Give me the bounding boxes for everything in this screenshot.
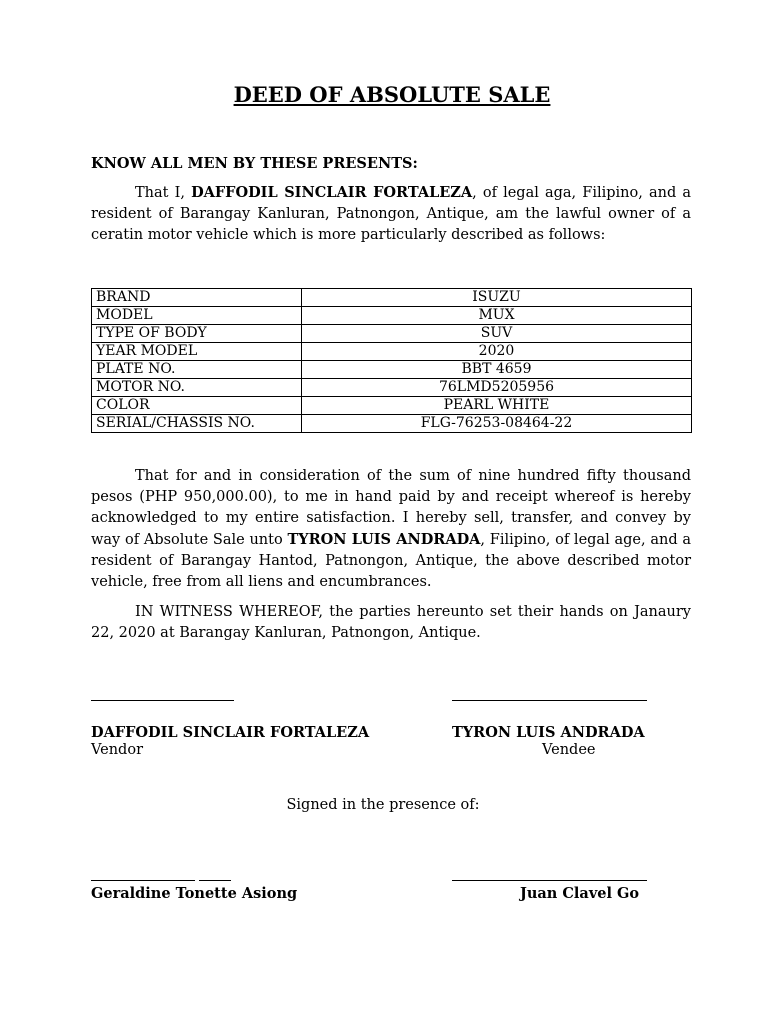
vendor-name: DAFFODIL SINCLAIR FORTALEZA bbox=[91, 724, 370, 741]
document-title: DEED OF ABSOLUTE SALE bbox=[233, 82, 551, 107]
vendor-signature-line bbox=[91, 700, 234, 701]
vehicle-field-value: BBT 4659 bbox=[302, 361, 692, 379]
opening-heading: KNOW ALL MEN BY THESE PRESENTS: bbox=[91, 155, 418, 172]
vehicle-row bbox=[92, 343, 692, 361]
vehicle-field-label: MODEL bbox=[92, 307, 302, 325]
vehicle-field-label: COLOR bbox=[92, 397, 302, 415]
vehicle-row bbox=[92, 325, 692, 343]
vehicle-row bbox=[92, 415, 692, 433]
deed-page bbox=[91, 0, 693, 1024]
vehicle-field-value: PEARL WHITE bbox=[302, 397, 692, 415]
vendee-name: TYRON LUIS ANDRADA bbox=[452, 724, 645, 741]
witness1-name: Geraldine Tonette Asiong bbox=[91, 885, 298, 902]
vehicle-field-value: ISUZU bbox=[302, 289, 692, 307]
vehicle-row bbox=[92, 289, 692, 307]
vehicle-details-table bbox=[91, 288, 692, 433]
vendee-role: Vendee bbox=[542, 742, 596, 758]
vendor-role: Vendor bbox=[91, 742, 144, 758]
vendor-name-inline: DAFFODIL SINCLAIR FORTALEZA bbox=[191, 184, 473, 201]
witness1-signature-line-extension bbox=[199, 880, 231, 881]
vehicle-row bbox=[92, 379, 692, 397]
vendee-signature-line bbox=[452, 700, 647, 701]
vehicle-field-value: SUV bbox=[302, 325, 692, 343]
vehicle-field-label: PLATE NO. bbox=[92, 361, 302, 379]
ownership-paragraph: That I, DAFFODIL SINCLAIR FORTALEZA, of legal aga, Filipino, and a resident of Barangay Kanluran, Patnongon, Antique, am the lawful owner of a ceratin motor vehicle which is more particularly described as follows: bbox=[91, 184, 691, 243]
vehicle-row bbox=[92, 307, 692, 325]
vehicle-field-value: FLG-76253-08464-22 bbox=[302, 415, 692, 433]
witness2-name: Juan Clavel Go bbox=[520, 885, 640, 902]
vehicle-field-label: YEAR MODEL bbox=[92, 343, 302, 361]
consideration-paragraph: That for and in consideration of the sum of nine hundred fifty thousand pesos (PHP 950,000.00), to me in hand paid by and receipt whereof is hereby acknowledged to my entire satisfaction. I hereby sell, transfer, and convey by way of Absolute Sale unto TYRON LUIS ANDRADA, Filipino, of legal age, and a resident of Barangay Hantod, Patnongon, Antique, the above described motor vehicle, free from all liens and encumbrances. bbox=[91, 468, 691, 590]
vehicle-field-value: MUX bbox=[302, 307, 692, 325]
witness-whereof-paragraph: IN WITNESS WHEREOF, the parties hereunto set their hands on Janaury 22, 2020 at Barangay Kanluran, Patnongon, Antique. bbox=[91, 604, 691, 641]
vehicle-field-label: TYPE OF BODY bbox=[92, 325, 302, 343]
presence-text: Signed in the presence of: bbox=[286, 797, 480, 813]
vehicle-field-value: 76LMD5205956 bbox=[302, 379, 692, 397]
vehicle-row bbox=[92, 361, 692, 379]
vehicle-field-label: BRAND bbox=[92, 289, 302, 307]
vehicle-field-label: MOTOR NO. bbox=[92, 379, 302, 397]
vendee-name-inline: TYRON LUIS ANDRADA bbox=[287, 531, 481, 548]
witness2-signature-line bbox=[452, 880, 647, 881]
witness1-signature-line bbox=[91, 880, 195, 881]
vehicle-field-label: SERIAL/CHASSIS NO. bbox=[92, 415, 302, 433]
vehicle-row bbox=[92, 397, 692, 415]
vehicle-field-value: 2020 bbox=[302, 343, 692, 361]
